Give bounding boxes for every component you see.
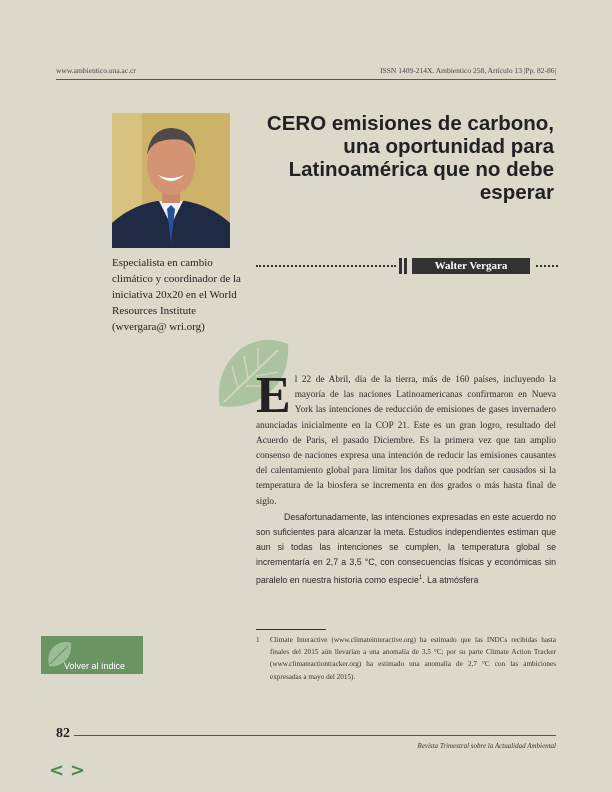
page-number: 82: [56, 726, 70, 741]
header-issn: ISSN 1409-214X. Ambientico 258, Artículo 13 |Pp. 82-86|: [380, 66, 556, 75]
footnote: [256, 634, 556, 683]
drop-cap: E: [256, 367, 291, 424]
footnote-number: 1: [256, 636, 260, 644]
paragraph-2: [256, 510, 556, 588]
article-title: CERO emisiones de carbono, una oportunidad para Latinoamérica que no debe esperar: [266, 112, 554, 204]
author-bio: Especialista en cambio climático y coordinador de la iniciativa 20x20 en el World Resources Institute (wvergara@ wri.org): [112, 257, 241, 333]
footnote-rule: [256, 629, 326, 630]
author-photo: [112, 113, 230, 248]
article-body: [256, 367, 556, 588]
next-page-icon[interactable]: >: [70, 760, 86, 781]
footnote-text: Climate Interactive (www.climateinteractive.org) ha estimado que las INDCs recibidas hasta finales del 2015 aún llevarían a una anomalía de 3,5 °C; por su parte Climate Action Tracker (www.climateactiontracker.org) ha estimado una anomalía de 2,7 °C con las ambiciones expresadas a mayo del 2015).: [270, 636, 556, 681]
author-dots-left: [256, 265, 396, 267]
footer-rule: [74, 735, 556, 736]
prev-page-icon[interactable]: <: [49, 760, 65, 781]
paragraph-1-text: l 22 de Abril, día de la tierra, más de 160 países, incluyendo la mayoría de las naciones Latinoamericanas confirmaron en Nueva York las intenciones de reducción de emisiones de gases invernadero anunciadas inicialmente en la COP 21. Este es un gran logro, resultado del Acuerdo de Paris, el pasado Diciembre. Es la primera vez que tan amplio consenso de naciones expresa una intención de reducir las emisiones causantes del calentamiento global para limitar los daños que podrían ser causados si la temperatura de la biosfera se incrementa en dos grados o más hasta final de siglo.: [256, 375, 556, 507]
paragraph-2-text: Desafortunadamente, las intenciones expresadas en este acuerdo no son suficientes para alcanzar la meta. Estudios independientes estiman que aun si todas las intenciones se cumplen, la temperatura global se incrementaría en 2,7 a 3,5 °C, con consecuencias físicas y económicas sin paralelo en nuestra historia como especie: [256, 511, 556, 585]
paragraph-1: [256, 367, 556, 510]
footnote-ref[interactable]: 1: [418, 574, 423, 581]
header-url: www.ambientico.una.ac.cr: [56, 66, 136, 75]
back-to-index-label[interactable]: Volver al índice: [64, 661, 126, 671]
header-rule: [56, 79, 556, 80]
author-dots-right: [536, 265, 558, 267]
paragraph-2-end: . La atmósfera: [422, 574, 479, 585]
author-name: Walter Vergara: [412, 258, 530, 274]
journal-name: Revista Trimestral sobre la Actualidad Ambiental: [417, 742, 556, 750]
author-bars: [399, 258, 411, 274]
